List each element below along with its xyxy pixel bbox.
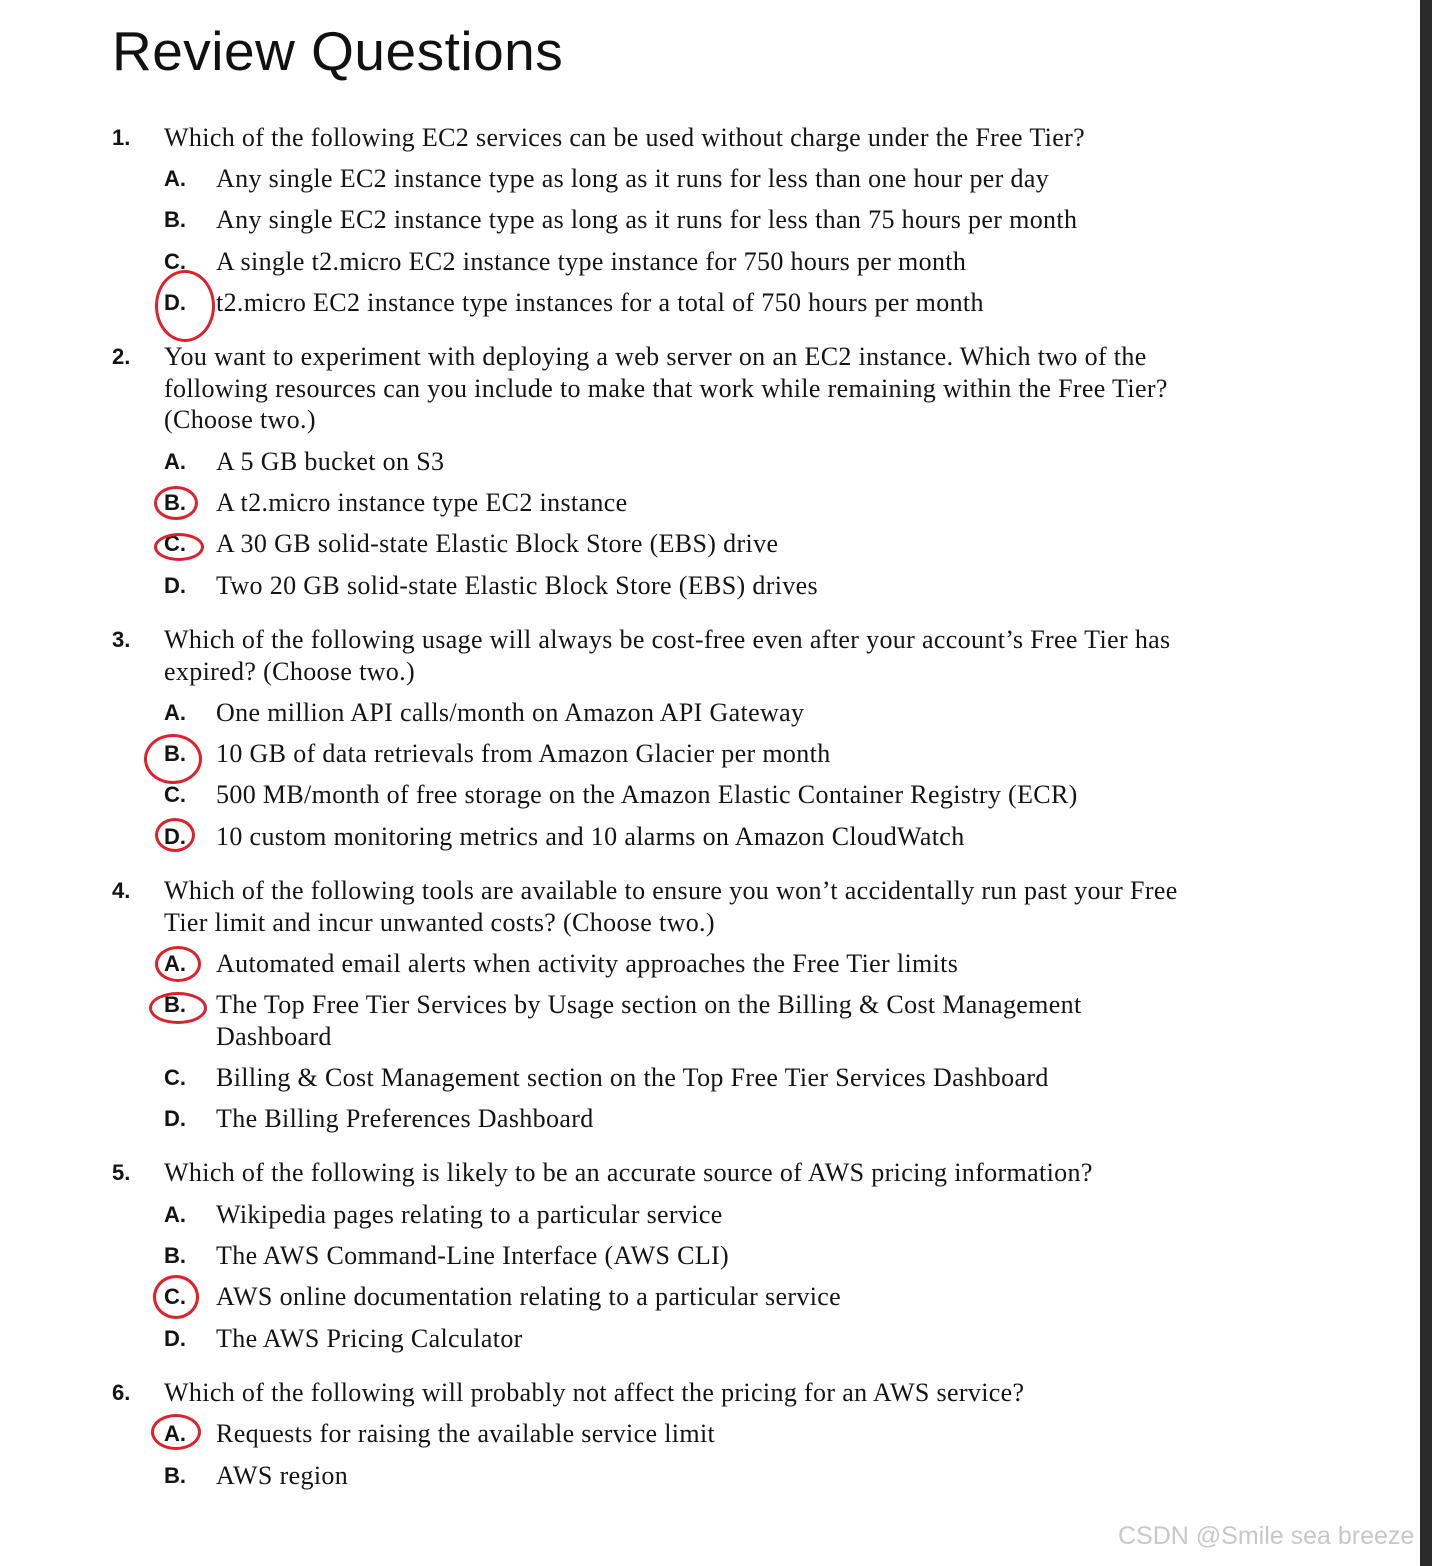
option-letter: D. <box>164 1106 186 1131</box>
option-letter: A. <box>164 449 186 474</box>
question-text: Which of the following is likely to be an accurate source of AWS pricing information? <box>164 1158 1093 1187</box>
option-text: Requests for raising the available service limit <box>216 1419 716 1448</box>
question-text: You want to experiment with deploying a web server on an EC2 instance. Which two of the following resources can you include to make that work while remaining within the Free Tier? (Choose two.) <box>164 342 1168 434</box>
option-text: A t2.micro instance type EC2 instance <box>216 488 628 517</box>
answer-circle-q5-c <box>153 1275 199 1319</box>
question-text: Which of the following will probably not affect the pricing for an AWS service? <box>164 1378 1025 1407</box>
option-text: Billing & Cost Management section on the Top Free Tier Services Dashboard <box>216 1063 1049 1092</box>
option-text: Any single EC2 instance type as long as it runs for less than one hour per day <box>216 164 1050 193</box>
option-text: 10 custom monitoring metrics and 10 alarms on Amazon CloudWatch <box>216 822 965 851</box>
option-text: t2.micro EC2 instance type instances for a total of 750 hours per month <box>216 288 984 317</box>
option-text: Two 20 GB solid-state Elastic Block Store (EBS) drives <box>216 571 819 600</box>
question-text: Which of the following EC2 services can be used without charge under the Free Tier? <box>164 123 1085 152</box>
answer-circle-q3-d <box>155 818 195 852</box>
option-text: 500 MB/month of free storage on the Amazon Elastic Container Registry (ECR) <box>216 780 1078 809</box>
answer-circle-q3-b <box>144 734 202 784</box>
option-text: The AWS Pricing Calculator <box>216 1324 523 1353</box>
watermark: CSDN @Smile sea breeze <box>1118 1522 1415 1550</box>
option-text: A single t2.micro EC2 instance type instance for 750 hours per month <box>216 247 967 276</box>
option-letter: B. <box>164 741 186 766</box>
answer-circle-q1-d <box>155 270 215 342</box>
question-number: 5. <box>112 1160 131 1185</box>
question-number: 6. <box>112 1380 131 1405</box>
option-text: The Billing Preferences Dashboard <box>216 1104 594 1133</box>
option-letter: D. <box>164 1326 186 1351</box>
option-letter: C. <box>164 782 186 807</box>
option-letter: C. <box>164 1284 186 1309</box>
option-text: The Top Free Tier Services by Usage section on the Billing & Cost Management Dashboard <box>216 990 1082 1051</box>
question-number: 4. <box>112 878 131 903</box>
option-text: Wikipedia pages relating to a particular service <box>216 1200 723 1229</box>
option-letter: C. <box>164 249 186 274</box>
option-letter: B. <box>164 490 186 515</box>
option-letter: B. <box>164 992 186 1017</box>
option-letter: D. <box>164 290 186 315</box>
option-text: Any single EC2 instance type as long as it runs for less than 75 hours per month <box>216 205 1078 234</box>
option-letter: A. <box>164 951 186 976</box>
option-text: The AWS Command-Line Interface (AWS CLI) <box>216 1241 730 1270</box>
question-text: Which of the following usage will always be cost-free even after your account’s Free Tier has expired? (Choose two.) <box>164 625 1171 686</box>
option-letter: A. <box>164 1421 186 1446</box>
option-letter: A. <box>164 166 186 191</box>
answer-circle-q6-a <box>151 1414 201 1450</box>
answer-circle-q4-b <box>149 992 207 1024</box>
option-letter: B. <box>164 1463 186 1488</box>
option-letter: B. <box>164 1243 186 1268</box>
option-text: Automated email alerts when activity approaches the Free Tier limits <box>216 949 959 978</box>
answer-circle-q4-a <box>155 946 201 982</box>
option-text: AWS region <box>216 1461 349 1490</box>
option-text: A 30 GB solid-state Elastic Block Store (EBS) drive <box>216 529 779 558</box>
option-letter: A. <box>164 700 186 725</box>
option-letter: B. <box>164 207 186 232</box>
option-letter: C. <box>164 531 186 556</box>
question-text: Which of the following tools are available to ensure you won’t accidentally run past your Free Tier limit and incur unwanted costs? (Choose two.) <box>164 876 1178 937</box>
question-number: 2. <box>112 344 131 369</box>
option-letter: D. <box>164 573 186 598</box>
option-text: AWS online documentation relating to a particular service <box>216 1282 842 1311</box>
option-letter: A. <box>164 1202 186 1227</box>
answer-circle-q2-c <box>154 533 204 561</box>
page-title: Review Questions <box>112 20 564 82</box>
question-number: 1. <box>112 125 131 150</box>
option-text: 10 GB of data retrievals from Amazon Glacier per month <box>216 739 831 768</box>
answer-circle-q2-b <box>154 486 198 520</box>
question-number: 3. <box>112 627 131 652</box>
option-text: One million API calls/month on Amazon API Gateway <box>216 698 805 727</box>
option-text: A 5 GB bucket on S3 <box>216 447 445 476</box>
page-edge-border <box>1420 0 1432 1566</box>
option-letter: D. <box>164 824 186 849</box>
option-letter: C. <box>164 1065 186 1090</box>
